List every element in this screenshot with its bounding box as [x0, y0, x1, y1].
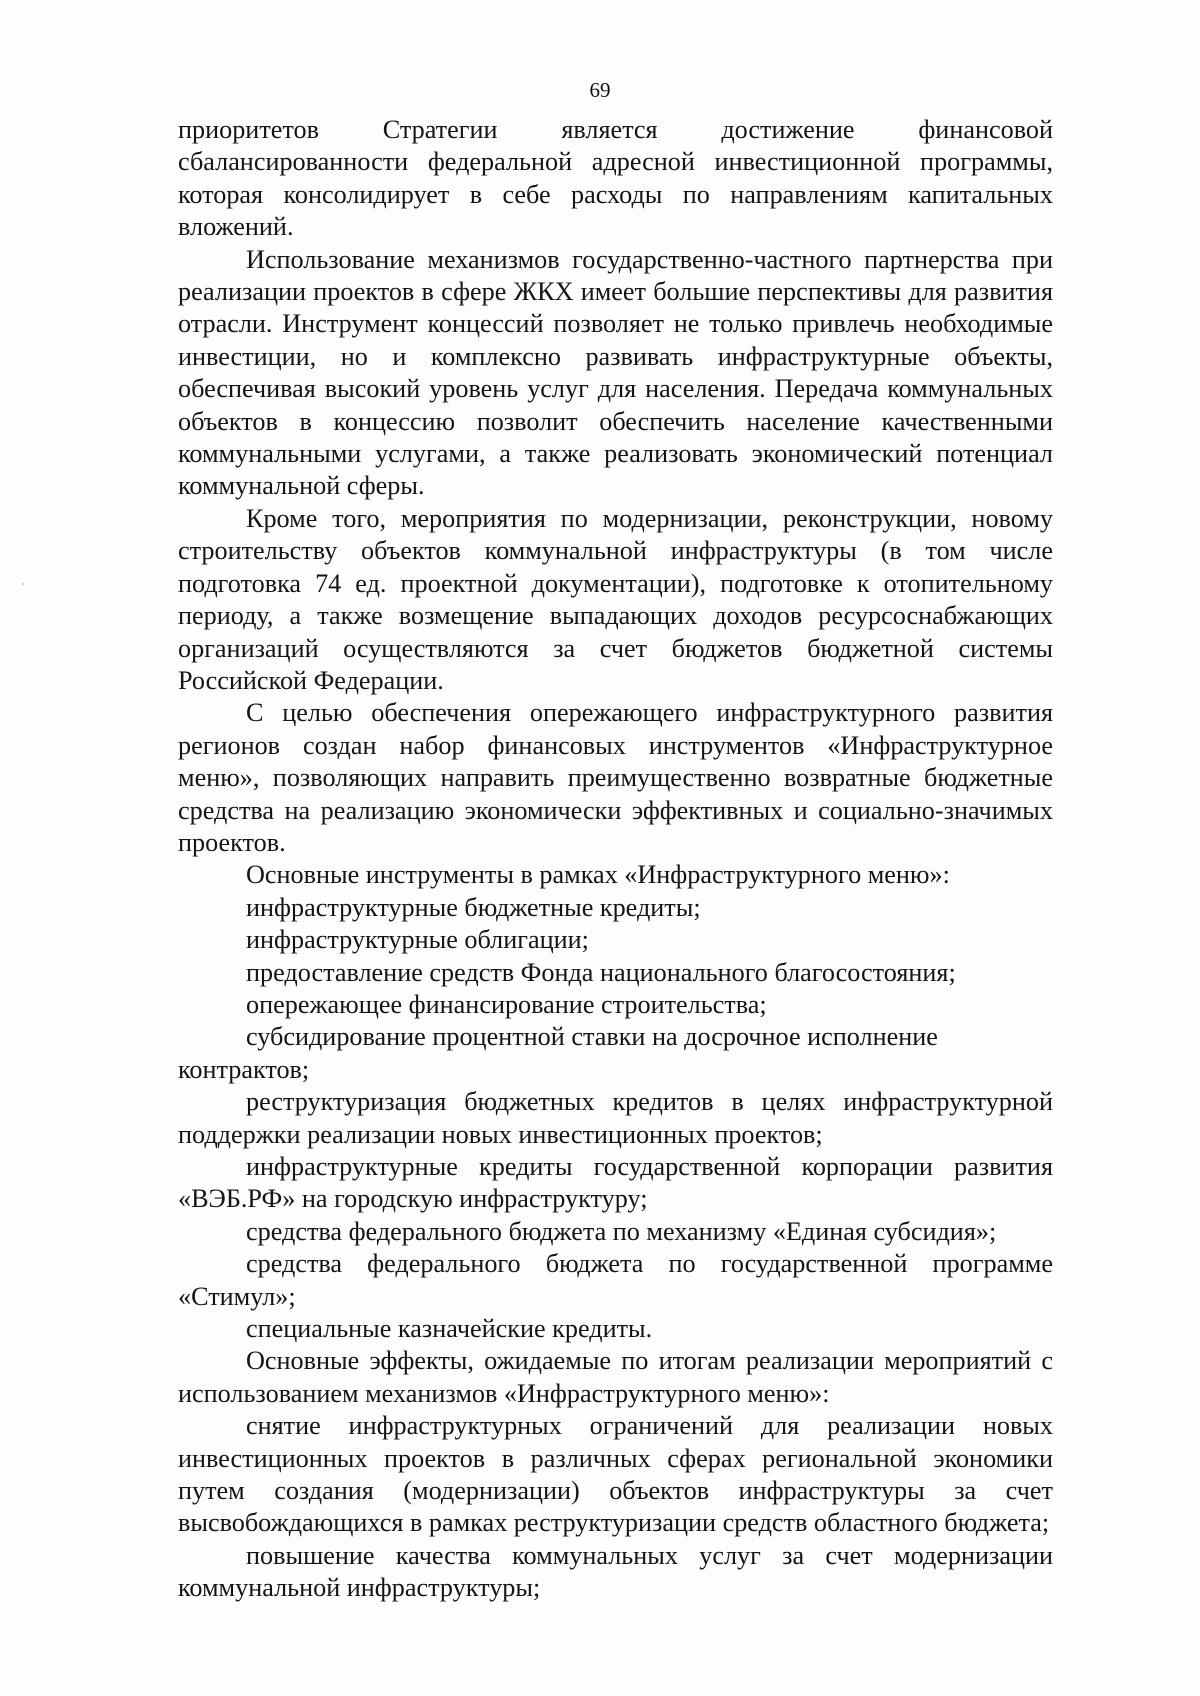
document-body	[178, 114, 1053, 1605]
list-item: снятие инфраструктурных ограничений для реализации новых инвестиционных проектов в различных сферах региональной экономики путем создания (модернизации) объектов инфраструктуры за счет высвобождающихся в рамках реструктуризации средств областного бюджета;	[178, 1411, 1053, 1538]
list-item: инфраструктурные бюджетные кредиты;	[246, 892, 701, 922]
page-number: 69	[589, 78, 611, 102]
list-item: инфраструктурные кредиты государственной корпорации развития «ВЭБ.РФ» на городскую инфраструктуру;	[178, 1152, 1053, 1214]
list-item: средства федерального бюджета по механизму «Единая субсидия»;	[246, 1216, 997, 1246]
list-intro-instruments: Основные инструменты в рамках «Инфраструктурного меню»:	[246, 860, 950, 890]
paragraph-modernization: Кроме того, мероприятия по модернизации, реконструкции, новому строительству объектов коммунальной инфраструктуры (в том числе подготовка 74 ед. проектной документации), подготовке к отопительному периоду, а также возмещение выпадающих доходов ресурсоснабжающих организаций осуществляются за счет бюджетов бюджетной системы Российской Федерации.	[178, 503, 1053, 695]
paragraph-ppp: Использование механизмов государственно-частного партнерства при реализации проектов в сфере ЖКХ имеет большие перспективы для развития отрасли. Инструмент концессий позволяет не только привлечь необходимые инвестиции, но и комплексно развивать инфраструктурные объекты, обеспечивая высокий уровень услуг для населения. Передача коммунальных объектов в концессию позволит обеспечить население качественными коммунальными услугами, а также реализовать экономический потенциал коммунальной сферы.	[178, 244, 1053, 501]
scan-speck	[22, 583, 24, 585]
list-item: субсидирование процентной ставки на досрочное исполнение контрактов;	[178, 1022, 938, 1084]
paragraph-infrastructure-menu: С целью обеспечения опережающего инфраструктурного развития регионов создан набор финансовых инструментов «Инфраструктурное меню», позволяющих направить преимущественно возвратные бюджетные средства на реализацию экономически эффективных и социально-значимых проектов.	[178, 698, 1053, 857]
list-intro-effects: Основные эффекты, ожидаемые по итогам реализации мероприятий с использованием механизмов «Инфраструктурного меню»:	[178, 1346, 1053, 1408]
list-item: средства федерального бюджета по государственной программе «Стимул»;	[178, 1249, 1053, 1311]
list-item: опережающее финансирование строительства;	[246, 989, 767, 1019]
paragraph-continuation: приоритетов Стратегии является достижение финансовой сбалансированности федеральной адресной инвестиционной программы, которая консолидирует в себе расходы по направлениям капитальных вложений.	[178, 115, 1053, 242]
list-item: инфраструктурные облигации;	[246, 925, 589, 955]
list-item: реструктуризация бюджетных кредитов в целях инфраструктурной поддержки реализации новых инвестиционных проектов;	[178, 1087, 1053, 1149]
list-item: повышение качества коммунальных услуг за счет модернизации коммунальной инфраструктуры;	[178, 1540, 1053, 1603]
list-item: предоставление средств Фонда национального благосостояния;	[246, 957, 956, 987]
list-item: специальные казначейские кредиты.	[246, 1314, 653, 1344]
